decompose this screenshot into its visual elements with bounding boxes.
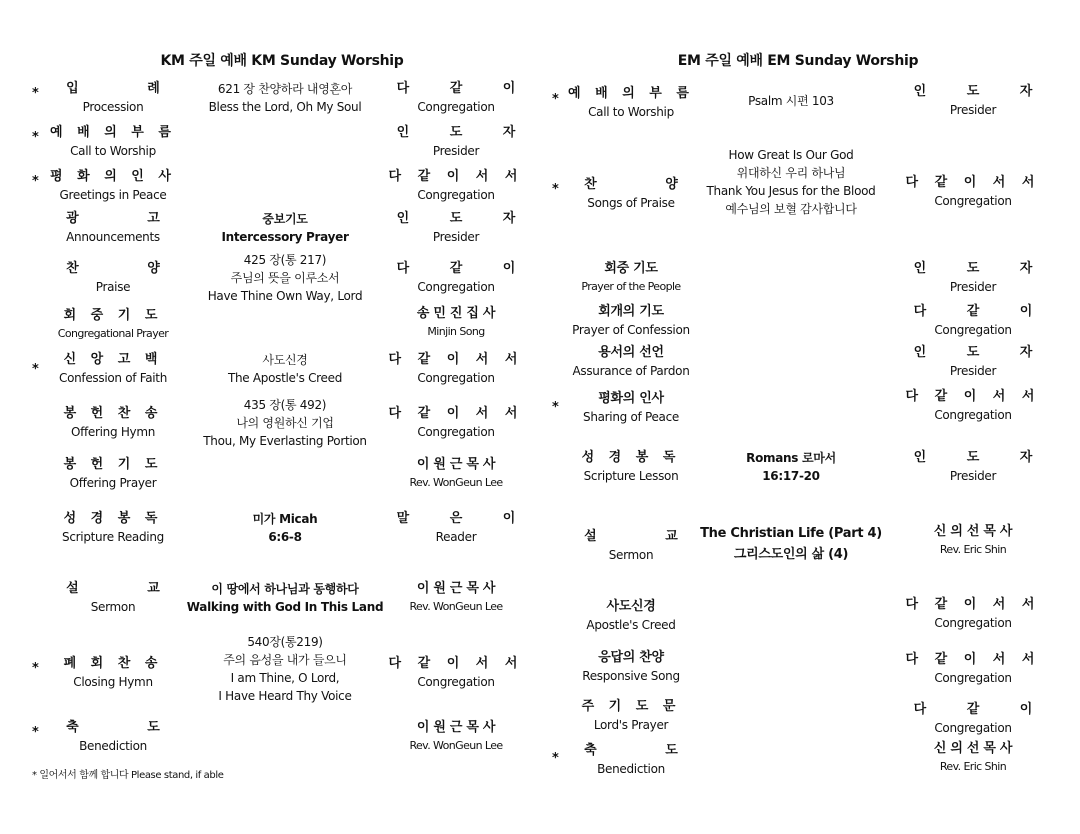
- km-item-scripture-reading: 성 경 봉 독 Scripture Reading: [62, 511, 164, 544]
- km-detail-procession: 621 장 찬양하라 내영혼아 Bless the Lord, Oh My Soul: [208, 82, 362, 114]
- em-item-assurance-of-pardon: 용서의 선언 Assurance of Pardon: [572, 345, 690, 378]
- em-detail-sermon: The Christian Life (Part 4) 그리스도인의 삶 (4): [700, 526, 882, 562]
- km-leader-sermon: 이 원 근 목 사 Rev. WonGeun Lee: [409, 581, 503, 613]
- em-item-prayer-of-the-people: 회중 기도 Prayer of the People: [581, 261, 681, 293]
- km-title: KM 주일 예배 KM Sunday Worship: [160, 53, 404, 69]
- em-item-apostles-creed: 사도신경 Apostle's Creed: [586, 599, 676, 632]
- stand-marker: *: [32, 725, 39, 740]
- km-item-congregational-prayer: 회 중 기 도 Congregational Prayer: [57, 308, 169, 340]
- stand-marker: *: [552, 751, 559, 766]
- em-item-benediction: 축 도 Benediction: [584, 743, 710, 776]
- em-leader-responsive-song: 다 같 이 서 서 Congregation: [905, 652, 1041, 685]
- em-detail-scripture-lesson: Romans 로마서 16:17-20: [746, 451, 836, 483]
- stand-marker: *: [32, 174, 39, 189]
- stand-marker: *: [32, 86, 39, 101]
- em-leader-prayer-of-the-people: 인 도 자 Presider: [913, 261, 1051, 294]
- km-leader-closing-hymn: 다 같 이 서 서 Congregation: [388, 656, 524, 689]
- km-item-closing-hymn: 폐 회 찬 송 Closing Hymn: [63, 656, 163, 689]
- stand-marker: *: [552, 400, 559, 415]
- em-item-prayer-of-confession: 회개의 기도 Prayer of Confession: [572, 304, 690, 337]
- km-item-announcements: 광 고 Announcements: [66, 211, 192, 244]
- em-item-responsive-song: 응답의 찬양 Responsive Song: [582, 650, 680, 683]
- em-item-sermon: 설 교 Sermon: [584, 529, 710, 562]
- em-leader-prayer-of-confession: 다 같 이 Congregation: [913, 304, 1051, 337]
- km-detail-praise: 425 장(통 217) 주님의 뜻을 이루소서 Have Thine Own Way, Lord: [207, 253, 363, 303]
- km-leader-call-to-worship: 인 도 자 Presider: [396, 125, 534, 158]
- em-item-sharing-of-peace: 평화의 인사 Sharing of Peace: [583, 391, 679, 424]
- km-leader-procession: 다 같 이 Congregation: [396, 81, 534, 114]
- em-title: EM 주일 예배 EM Sunday Worship: [677, 53, 919, 69]
- stand-marker: *: [552, 182, 559, 197]
- km-item-sermon: 설 교 Sermon: [66, 581, 192, 614]
- km-detail-offering-hymn: 435 장(통 492) 나의 영원하신 기업 Thou, My Everlasting Portion: [203, 398, 367, 448]
- stand-footnote: * 일어서서 함께 합니다 Please stand, if able: [32, 770, 224, 781]
- em-leader-call-to-worship: 인 도 자 Presider: [913, 84, 1051, 117]
- km-leader-congregational-prayer: 송 민 진 집 사 Minjin Song: [416, 306, 496, 338]
- km-leader-scripture-reading: 말 은 이 Reader: [396, 511, 534, 544]
- stand-marker: *: [32, 130, 39, 145]
- km-item-benediction: 축 도 Benediction: [66, 720, 192, 753]
- stand-marker: *: [32, 362, 39, 377]
- em-leader-songs-of-praise: 다 같 이 서 서 Congregation: [905, 175, 1041, 208]
- em-leader-apostles-creed: 다 같 이 서 서 Congregation: [905, 597, 1041, 630]
- km-detail-confession-of-faith: 사도신경 The Apostle's Creed: [227, 353, 343, 385]
- km-item-call-to-worship: 예 배 의 부 름 Call to Worship: [50, 125, 176, 158]
- km-detail-announcements: 중보기도 Intercessory Prayer: [221, 212, 349, 244]
- em-item-call-to-worship: 예 배 의 부 름 Call to Worship: [568, 86, 694, 119]
- km-item-offering-hymn: 봉 헌 찬 송 Offering Hymn: [63, 406, 163, 439]
- stand-marker: *: [552, 92, 559, 107]
- km-detail-scripture-reading: 미가 Micah 6:6-8: [252, 512, 318, 544]
- em-leader-sharing-of-peace: 다 같 이 서 서 Congregation: [905, 389, 1041, 422]
- km-leader-offering-hymn: 다 같 이 서 서 Congregation: [388, 406, 524, 439]
- stand-marker: *: [32, 661, 39, 676]
- em-leader-lords-prayer: 다 같 이 Congregation: [913, 702, 1051, 735]
- km-leader-greetings: 다 같 이 서 서 Congregation: [388, 169, 524, 202]
- km-detail-sermon: 이 땅에서 하나님과 동행하다 Walking with God In This Land: [186, 582, 384, 614]
- km-leader-offering-prayer: 이 원 근 목 사 Rev. WonGeun Lee: [409, 457, 503, 489]
- km-item-offering-prayer: 봉 헌 기 도 Offering Prayer: [63, 457, 163, 490]
- km-item-greetings: 평 화 의 인 사 Greetings in Peace: [50, 169, 176, 202]
- em-leader-benediction: 신 의 선 목 사 Rev. Eric Shin: [933, 741, 1013, 773]
- em-detail-call-to-worship: Psalm 시편 103: [748, 94, 834, 108]
- km-item-confession-of-faith: 신 앙 고 백 Confession of Faith: [58, 352, 168, 385]
- km-leader-benediction: 이 원 근 목 사 Rev. WonGeun Lee: [409, 720, 503, 752]
- km-detail-closing-hymn: 540장(통219) 주의 음성을 내가 들으니 I am Thine, O Lord, I Have Heard Thy Voice: [218, 635, 352, 703]
- em-item-scripture-lesson: 성 경 봉 독 Scripture Lesson: [581, 450, 681, 483]
- em-leader-assurance-of-pardon: 인 도 자 Presider: [913, 345, 1051, 378]
- km-leader-praise: 다 같 이 Congregation: [396, 261, 534, 294]
- km-leader-confession-of-faith: 다 같 이 서 서 Congregation: [388, 352, 524, 385]
- em-item-lords-prayer: 주 기 도 문 Lord's Prayer: [581, 699, 681, 732]
- em-detail-songs-of-praise: How Great Is Our God 위대하신 우리 하나님 Thank You Jesus for the Blood 예수님의 보혈 감사합니다: [706, 148, 876, 216]
- km-item-praise: 찬 양 Praise: [66, 261, 192, 294]
- em-leader-sermon: 신 의 선 목 사 Rev. Eric Shin: [933, 524, 1013, 556]
- em-leader-scripture-lesson: 인 도 자 Presider: [913, 450, 1051, 483]
- em-item-songs-of-praise: 찬 양 Songs of Praise: [584, 177, 710, 210]
- km-item-procession: 입 례 Procession: [66, 81, 192, 114]
- km-leader-announcements: 인 도 자 Presider: [396, 211, 534, 244]
